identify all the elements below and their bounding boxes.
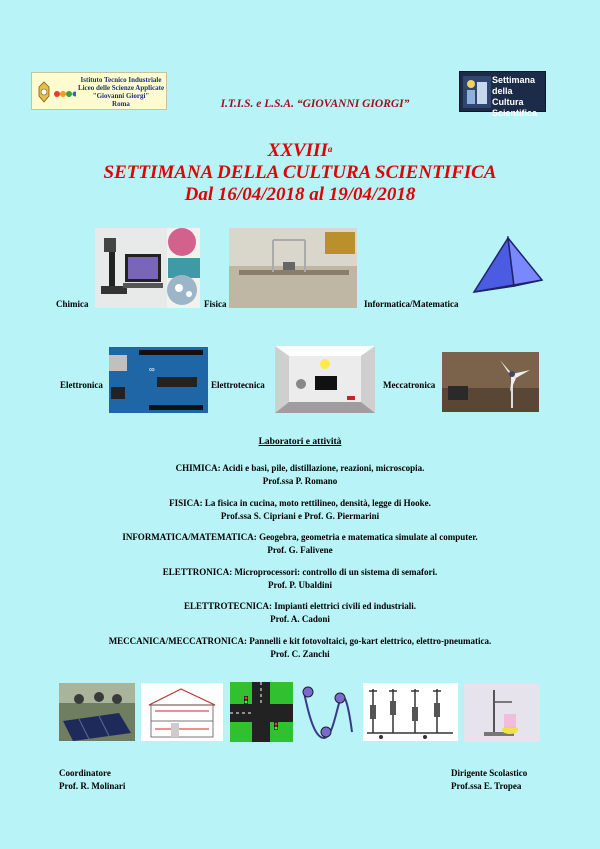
week-logo-graphic-icon bbox=[463, 76, 491, 108]
lab-elettrotecnica bbox=[0, 600, 600, 626]
lab-desc: Impianti elettrici civili ed industriali. bbox=[272, 601, 417, 611]
lab-teacher: Prof.ssa P. Romano bbox=[262, 476, 338, 486]
lab-desc: Acidi e basi, pile, distillazione, reazioni, microscopia. bbox=[220, 463, 425, 473]
electrotechnics-lab-photo bbox=[275, 346, 375, 413]
event-title bbox=[60, 140, 540, 206]
solar-kart-photo bbox=[59, 683, 135, 741]
edition-sup: a bbox=[327, 144, 333, 154]
pneumatic-cylinder-icon bbox=[363, 683, 458, 741]
lab-subject: ELETTRONICA: bbox=[162, 567, 233, 577]
chemistry-apparatus-photo bbox=[464, 684, 540, 742]
lab-elettronica bbox=[0, 566, 600, 592]
lab-teacher: Prof. C. Zanchi bbox=[270, 649, 330, 659]
principal-signature bbox=[451, 767, 527, 793]
week-logo-line: della Cultura bbox=[492, 86, 524, 107]
house-wiring-drawing bbox=[141, 683, 223, 741]
school-logo-line: Istituto Tecnico Industriale bbox=[80, 76, 162, 84]
lab-description bbox=[0, 531, 600, 544]
traffic-light-icon bbox=[230, 682, 293, 742]
lab-subject: FISICA: bbox=[169, 498, 203, 508]
republic-emblem-icon bbox=[38, 81, 50, 103]
pyramid-icon bbox=[472, 236, 544, 300]
gallery-label-meccatronica: Meccatronica bbox=[383, 380, 436, 390]
solar-panel-icon bbox=[59, 683, 135, 741]
lab-description bbox=[0, 462, 600, 475]
lab-description bbox=[0, 600, 600, 613]
traffic-intersection-drawing bbox=[230, 682, 293, 742]
school-logo-line: Liceo delle Scienze Applicate bbox=[77, 84, 165, 92]
edition-number: XXVIII bbox=[267, 140, 328, 161]
edition bbox=[60, 140, 540, 162]
physics-lab-photo bbox=[229, 228, 357, 308]
wind-turbine-icon bbox=[442, 352, 539, 412]
lab-desc: La fisica in cucina, moto rettilineo, densità, legge di Hooke. bbox=[202, 498, 431, 508]
principal-role: Dirigente Scolastico bbox=[451, 768, 528, 778]
lab-fisica bbox=[0, 497, 600, 523]
lab-description bbox=[0, 566, 600, 579]
lab-desc: Microprocessori: controllo di un sistema di semafori. bbox=[232, 567, 438, 577]
school-logo-text bbox=[76, 76, 166, 108]
week-logo bbox=[459, 71, 546, 118]
arduino-icon-text: ∞ bbox=[149, 365, 155, 374]
school-logo-line: "Giovanni Giorgi" bbox=[92, 92, 150, 100]
event-name: SETTIMANA DELLA CULTURA SCIENTIFICA bbox=[103, 162, 497, 183]
lab-desc: Pannelli e kit fotovoltaici, go-kart elettrico, elettro-pneumatica. bbox=[247, 636, 492, 646]
gallery-label-elettronica: Elettronica bbox=[60, 380, 103, 390]
coordinator-signature bbox=[59, 767, 125, 793]
microscope-icon bbox=[95, 228, 200, 308]
mechatronics-lab-photo bbox=[442, 352, 539, 412]
lab-teacher: Prof. A. Cadoni bbox=[270, 614, 330, 624]
itis-dots-icon bbox=[54, 90, 76, 98]
gallery-label-informatica: Informatica/Matematica bbox=[364, 299, 459, 309]
week-logo-text bbox=[492, 75, 546, 119]
lab-subject: CHIMICA: bbox=[175, 463, 221, 473]
lab-description bbox=[0, 635, 600, 648]
pneumatic-cylinders-drawing bbox=[363, 683, 458, 741]
coordinator-role: Coordinatore bbox=[59, 768, 111, 778]
school-name: I.T.I.S. e L.S.A. “GIOVANNI GIORGI” bbox=[220, 98, 410, 110]
gallery-label-fisica: Fisica bbox=[204, 299, 227, 309]
lab-chimica bbox=[0, 462, 600, 488]
gallery-label-elettrotecnica: Elettrotecnica bbox=[211, 380, 265, 390]
house-wiring-icon bbox=[141, 683, 223, 741]
gallery-label-chimica: Chimica bbox=[56, 299, 89, 309]
lab-teacher: Prof. G. Falivene bbox=[267, 545, 333, 555]
lab-stand-icon bbox=[464, 684, 540, 742]
week-logo-line: Settimana bbox=[492, 75, 536, 85]
chemistry-lab-photo bbox=[95, 228, 200, 308]
lab-teacher: Prof.ssa S. Cipriani e Prof. G. Piermarini bbox=[220, 511, 380, 521]
coordinator-name: Prof. R. Molinari bbox=[59, 781, 126, 791]
arduino-board-icon bbox=[109, 347, 208, 413]
principal-name: Prof.ssa E. Tropea bbox=[451, 781, 522, 791]
room-installation-icon bbox=[275, 346, 375, 413]
physics-bench-icon bbox=[229, 228, 357, 308]
lab-description bbox=[0, 497, 600, 510]
lab-informatica bbox=[0, 531, 600, 557]
lab-desc: Geogebra, geometria e matematica simulate al computer. bbox=[256, 532, 478, 542]
lab-subject: INFORMATICA/MATEMATICA: bbox=[122, 532, 257, 542]
curve-graph-icon bbox=[298, 682, 356, 742]
event-dates: Dal 16/04/2018 al 19/04/2018 bbox=[184, 184, 416, 205]
school-logo bbox=[31, 72, 167, 110]
school-logo-line: Roma bbox=[112, 100, 130, 108]
section-title: Laboratori e attività bbox=[258, 437, 342, 447]
lab-teacher: Prof. P. Ubaldini bbox=[267, 580, 332, 590]
lab-meccanica bbox=[0, 635, 600, 661]
lab-subject: MECCANICA/MECCATRONICA: bbox=[108, 636, 248, 646]
week-logo-line: Scientifica bbox=[492, 108, 538, 118]
lab-subject: ELETTROTECNICA: bbox=[183, 601, 273, 611]
arduino-board-photo bbox=[109, 347, 208, 413]
